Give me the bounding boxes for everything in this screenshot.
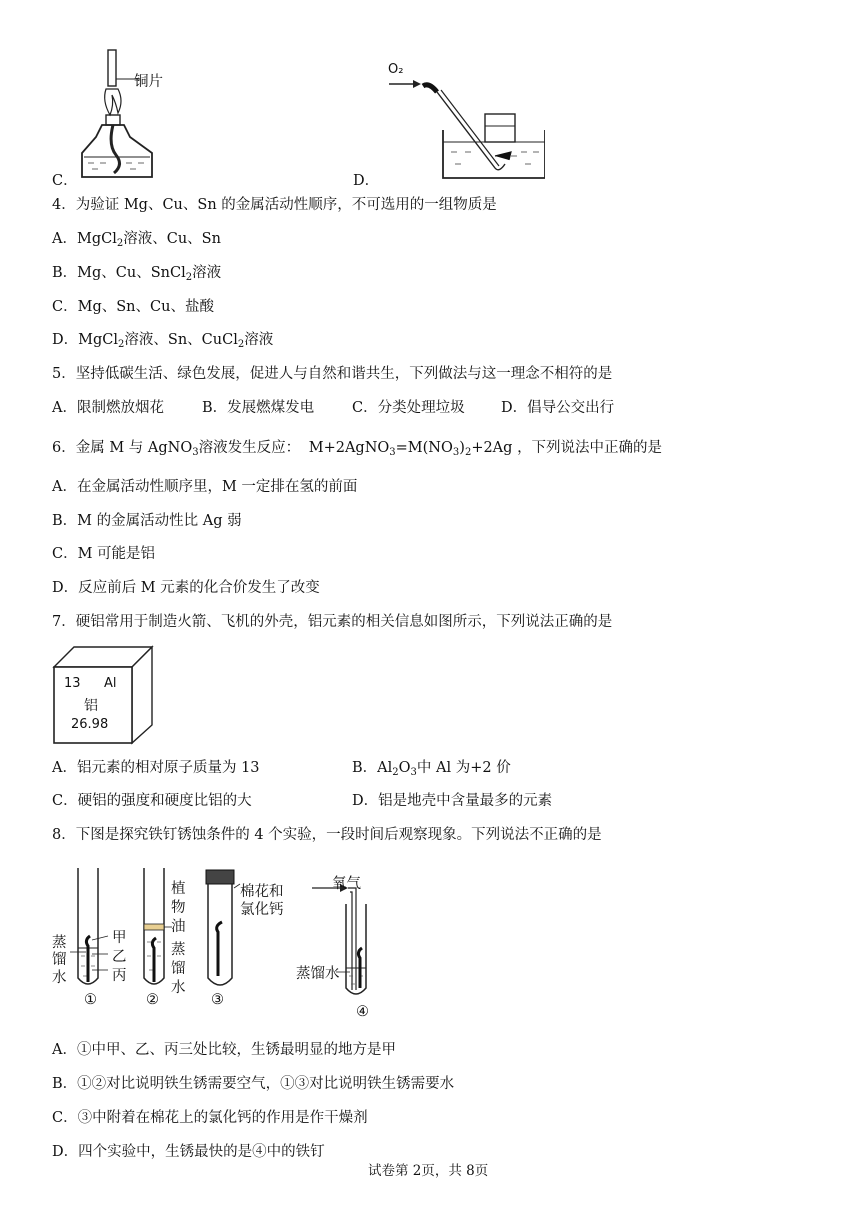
element-name: 铝 <box>84 698 98 714</box>
tube2-oil-label-1: 植 <box>171 881 186 897</box>
page-footer: 试卷第 2页，共 8页 <box>368 1163 489 1179</box>
tube4-number: ④ <box>356 1004 369 1020</box>
figure-c-copper-label: 铜片 <box>134 74 163 90</box>
tube1-jia-label: 甲 <box>112 930 127 946</box>
option-c-figure-label: C． <box>52 173 78 189</box>
option-d-figure-label: D． <box>353 173 380 189</box>
tube1-number: ① <box>84 992 97 1008</box>
q5-option-b: B．发展燃煤发电 <box>202 400 315 416</box>
q6-option-d: D．反应前后 M 元素的化合价发生了改变 <box>52 580 320 596</box>
q8-option-b: B．①②对比说明铁生锈需要空气，①③对比说明铁生锈需要水 <box>52 1076 455 1092</box>
figure-d-oxygen-trough <box>385 60 545 185</box>
tube1-water-label-3: 水 <box>52 970 67 986</box>
q7-option-a: A．铝元素的相对原子质量为 13 <box>52 760 260 776</box>
tube2-number: ② <box>146 992 159 1008</box>
tube3-number: ③ <box>211 992 224 1008</box>
q7-option-b: B．$Al_2O_3$中 Al 为+2 价 <box>352 760 511 778</box>
q4-option-c: C．Mg、Sn、Cu、盐酸 <box>52 299 214 315</box>
q6-stem: 6．金属 M 与 AgNO$_3$溶液发生反应： $M+2AgNO_3=M(NO_3)_2+2Ag$ ，下列说法中正确的是 <box>52 440 663 458</box>
tube4-water-label: 蒸馏水 <box>296 966 340 982</box>
q7-option-d: D．铝是地壳中含量最多的元素 <box>352 793 553 809</box>
element-atomic-number: 13 <box>64 676 81 691</box>
tube2-water-label-3: 水 <box>171 980 186 996</box>
q6-option-c: C．M 可能是铝 <box>52 546 156 562</box>
q7-stem: 7．硬铝常用于制造火箭、飞机的外壳，铝元素的相关信息如图所示，下列说法正确的是 <box>52 614 613 630</box>
q6-option-b: B．M 的金属活动性比 Ag 弱 <box>52 513 242 529</box>
q8-option-a: A．①中甲、乙、丙三处比较，生锈最明显的地方是甲 <box>52 1042 396 1058</box>
tube1-water-label-1: 蒸 <box>52 935 67 951</box>
q8-option-d: D．四个实验中，生锈最快的是④中的铁钉 <box>52 1144 325 1160</box>
q6-equation: $M+2AgNO_3=M(NO_3)_2+2Ag$ <box>308 440 513 458</box>
q5-option-a: A．限制燃放烟花 <box>52 400 164 416</box>
q8-option-c: C．③中附着在棉花上的氯化钙的作用是作干燥剂 <box>52 1110 368 1126</box>
tube2-water-label-1: 蒸 <box>171 942 186 958</box>
tube1-yi-label: 乙 <box>112 949 127 965</box>
tube2-oil-label-3: 油 <box>171 919 186 935</box>
tube4-oxygen-label: 氧气 <box>332 876 361 892</box>
q4-option-a: A．MgCl$_2$溶液、Cu、Sn <box>52 231 221 249</box>
q5-stem: 5．坚持低碳生活、绿色发展，促进人与自然和谐共生，下列做法与这一理念不相符的是 <box>52 366 613 382</box>
element-symbol: Al <box>104 676 117 691</box>
q8-stem: 8．下图是探究铁钉锈蚀条件的 4 个实验，一段时间后观察现象。下列说法不正确的是 <box>52 827 602 843</box>
element-atomic-mass: 26.98 <box>71 717 109 732</box>
tube3-cotton-label-1: 棉花和 <box>240 884 284 900</box>
q5-option-d: D．倡导公交出行 <box>501 400 615 416</box>
tube1-water-label-2: 馏 <box>52 952 67 968</box>
tube1-bing-label: 丙 <box>112 968 127 984</box>
figure-c-alcohol-lamp <box>80 45 180 185</box>
tube3-cotton-label-2: 氯化钙 <box>240 902 284 918</box>
tube2-oil-label-2: 物 <box>171 900 186 916</box>
q7-option-c: C．硬铝的强度和硬度比铝的大 <box>52 793 252 809</box>
q4-stem: 4．为验证 Mg、Cu、Sn 的金属活动性顺序，不可选用的一组物质是 <box>52 197 497 213</box>
q6-option-a: A．在金属活动性顺序里，M 一定排在氢的前面 <box>52 479 358 495</box>
q5-option-c: C．分类处理垃圾 <box>352 400 465 416</box>
q4-option-d: D．MgCl$_2$溶液、Sn、CuCl$_2$溶液 <box>52 332 274 350</box>
tube2-water-label-2: 馏 <box>171 961 186 977</box>
q4-option-b: B．Mg、Cu、SnCl$_2$溶液 <box>52 265 222 283</box>
figure-d-o2-label: O₂ <box>388 62 404 77</box>
